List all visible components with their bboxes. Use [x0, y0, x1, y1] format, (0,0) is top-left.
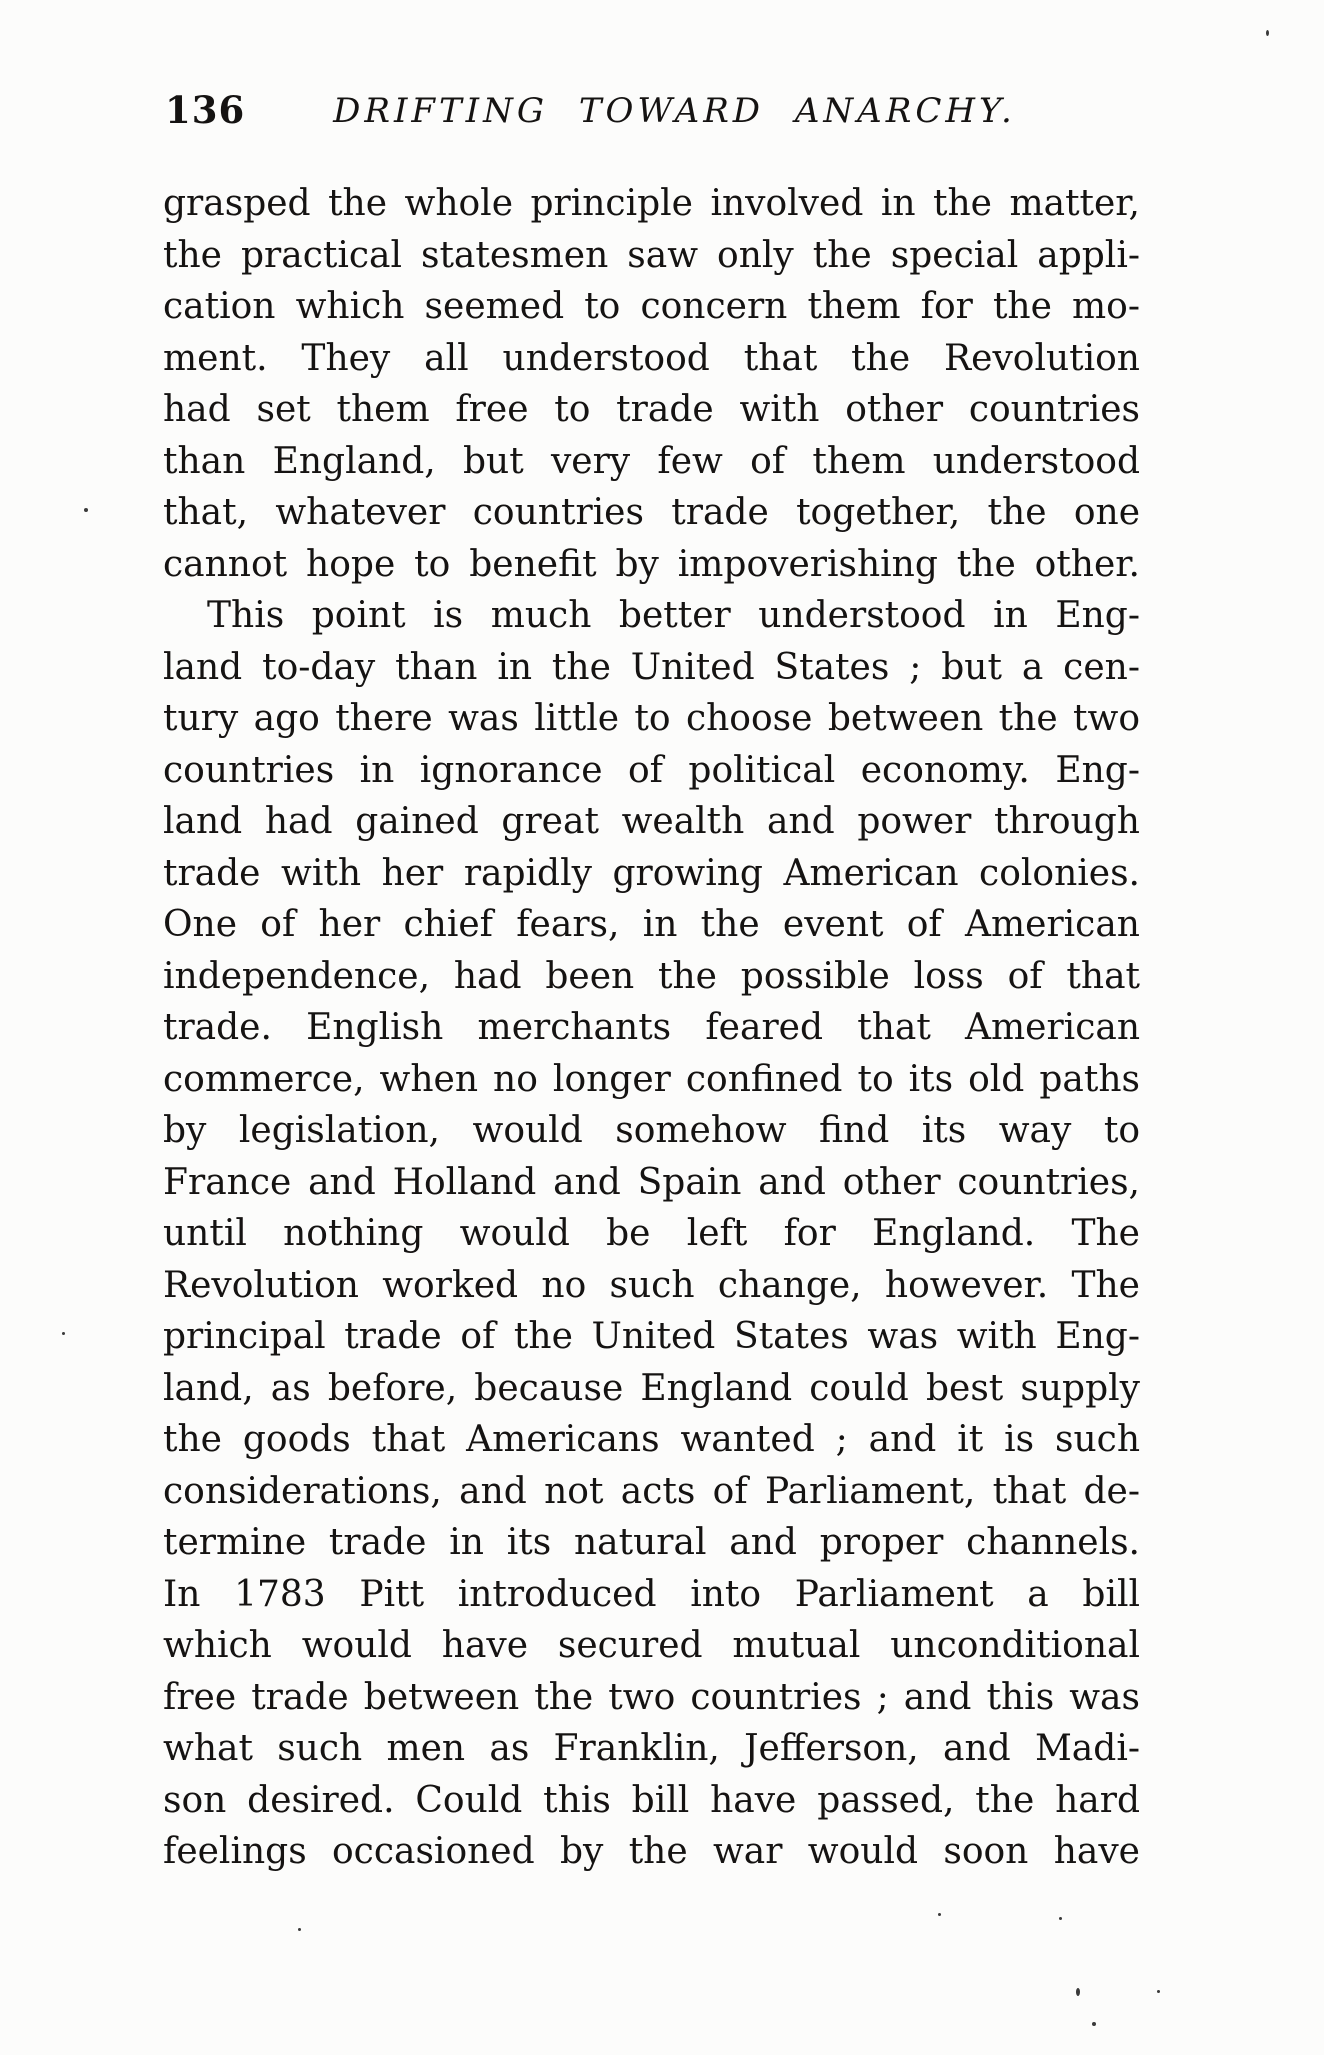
text-line: land to-day than in the United States ; but a cen- [163, 646, 1140, 688]
text-line: the practical statesmen saw only the special appli- [163, 234, 1140, 276]
text-line: than England, but very few of them understood [163, 440, 1140, 482]
text-line: by legislation, would somehow find its way to [163, 1110, 1140, 1151]
text-line: what such men as Franklin, Jefferson, and Madi- [163, 1728, 1140, 1769]
text-line: land had gained great wealth and power through [163, 801, 1140, 842]
scan-speck [938, 1913, 941, 1916]
text-line: until nothing would be left for England. The [163, 1213, 1140, 1254]
page-body [163, 178, 1140, 1878]
page-number: 136 [165, 88, 246, 132]
page-container [163, 88, 1140, 1878]
text-line: free trade between the two countries ; and this was [163, 1676, 1140, 1718]
text-line: trade. English merchants feared that American [163, 1007, 1140, 1048]
text-line: ment. They all understood that the Revolution [163, 337, 1140, 379]
scan-speck [1157, 1990, 1160, 1993]
text-line: grasped the whole principle involved in the matter, [163, 183, 1140, 224]
scan-speck [84, 508, 88, 512]
running-title: DRIFTING TOWARD ANARCHY. [333, 91, 1016, 131]
scan-speck [298, 1928, 301, 1931]
text-line: son desired. Could this bill have passed, the hard [163, 1779, 1140, 1821]
text-line: which would have secured mutual unconditional [163, 1625, 1140, 1666]
text-line: land, as before, because England could best supply [163, 1367, 1140, 1409]
text-line: the goods that Americans wanted ; and it is such [163, 1419, 1140, 1460]
text-line: This point is much better understood in Eng- [207, 595, 1140, 636]
text-line: independence, had been the possible loss of that [163, 955, 1140, 997]
page-header [163, 88, 1140, 134]
text-line: considerations, and not acts of Parliament, that de- [163, 1470, 1140, 1512]
text-line: principal trade of the United States was with Eng- [163, 1316, 1140, 1357]
text-line: cannot hope to benefit by impoverishing the other. [163, 543, 1140, 585]
text-line: termine trade in its natural and proper channels. [163, 1522, 1140, 1563]
text-line: commerce, when no longer confined to its old paths [163, 1058, 1140, 1100]
text-line: trade with her rapidly growing American colonies. [163, 852, 1140, 894]
text-line: feelings occasioned by the war would soon have [163, 1831, 1140, 1872]
scan-speck [1266, 30, 1269, 36]
text-line: cation which seemed to concern them for the mo- [163, 286, 1140, 327]
scan-speck [1076, 1988, 1080, 1996]
text-line: In 1783 Pitt introduced into Parliament a bill [163, 1573, 1140, 1615]
text-line: tury ago there was little to choose between the two [163, 698, 1140, 739]
scan-speck [1092, 2022, 1096, 2026]
scan-speck [62, 1332, 65, 1335]
text-line: countries in ignorance of political economy. Eng- [163, 749, 1140, 791]
paragraph [163, 178, 1140, 590]
scan-speck [1059, 1917, 1062, 1920]
text-line: France and Holland and Spain and other countries, [163, 1161, 1140, 1203]
text-line: that, whatever countries trade together, the one [163, 492, 1140, 533]
text-line: Revolution worked no such change, however. The [163, 1264, 1140, 1306]
paragraph [163, 590, 1140, 1878]
text-line: One of her chief fears, in the event of American [163, 904, 1140, 945]
text-line: had set them free to trade with other countries [163, 389, 1140, 430]
